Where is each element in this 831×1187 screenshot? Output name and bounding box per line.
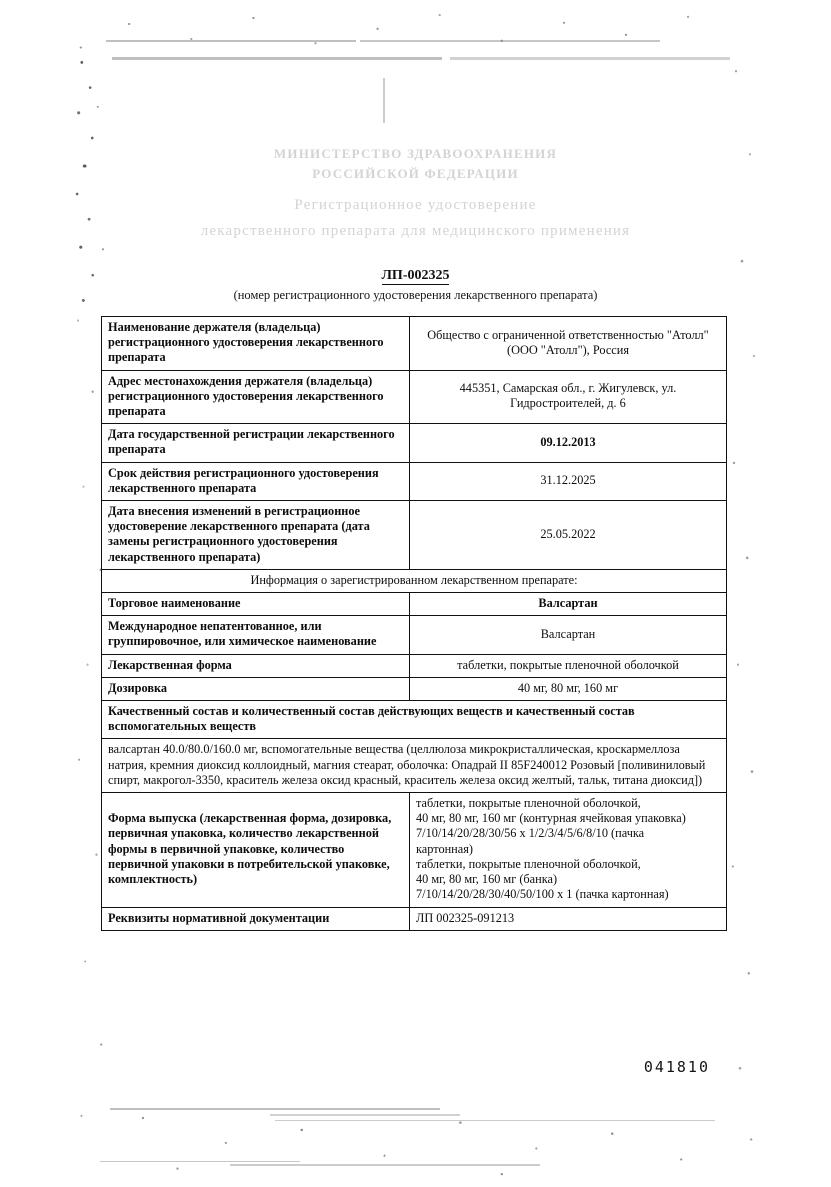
- row-value: 445351, Самарская обл., г. Жигулевск, ул. Гидростроителей, д. 6: [410, 370, 727, 424]
- registration-number-value: ЛП-002325: [381, 268, 450, 283]
- scan-streak-vertical: [383, 78, 385, 123]
- row-label: Наименование держателя (владельца) регистрационного удостоверения лекарственного препарата: [102, 317, 410, 371]
- row-value: 31.12.2025: [410, 462, 727, 500]
- row-label: Международное непатентованное, или группировочное, или химическое наименование: [102, 616, 410, 654]
- row-label: Лекарственная форма: [102, 654, 410, 677]
- certificate-title-line-1: Регистрационное удостоверение: [294, 197, 537, 213]
- scan-streak-top-a: [106, 40, 356, 42]
- table-row: [102, 593, 727, 616]
- row-value: Валсартан: [410, 593, 727, 616]
- packaging-line: 7/10/14/20/28/30/56 x 1/2/3/4/5/6/8/10 (пачка: [416, 826, 645, 841]
- ministry-heading: [0, 144, 831, 184]
- table-row: [102, 677, 727, 700]
- row-value: 25.05.2022: [410, 501, 727, 570]
- registration-details-table: [101, 316, 727, 931]
- table-row: [102, 317, 727, 371]
- composition-header-row: [102, 701, 727, 739]
- row-value: 40 мг, 80 мг, 160 мг: [410, 677, 727, 700]
- packaging-value: [410, 793, 727, 907]
- ministry-line-2: РОССИЙСКОЙ ФЕДЕРАЦИИ: [312, 166, 519, 181]
- packaging-line: таблетки, покрытые пленочной оболочкой,: [416, 796, 641, 811]
- certificate-title-line-2: лекарственного препарата для медицинского применения: [200, 223, 631, 239]
- row-label: Дата внесения изменений в регистрационное удостоверение лекарственного препарата (дата замены регистрационного удостоверения лекарственного препарата): [102, 501, 410, 570]
- packaging-row: [102, 793, 727, 907]
- row-value: Валсартан: [410, 616, 727, 654]
- scan-streak-bottom-e: [230, 1164, 540, 1166]
- ministry-line-1: МИНИСТЕРСТВО ЗДРАВООХРАНЕНИЯ: [273, 146, 558, 161]
- packaging-line: таблетки, покрытые пленочной оболочкой,: [416, 856, 641, 871]
- packaging-line: 7/10/14/20/28/30/40/50/100 x 1 (пачка картонная): [416, 887, 669, 902]
- scan-streak-bottom-d: [100, 1161, 300, 1162]
- table-row: [102, 424, 727, 462]
- table-row: [102, 907, 727, 930]
- scan-streak-bottom-a: [110, 1108, 440, 1110]
- table-section-header-row: [102, 569, 727, 592]
- row-value: таблетки, покрытые пленочной оболочкой: [410, 654, 727, 677]
- scan-streak-top-c: [112, 57, 442, 60]
- composition-body: валсартан 40.0/80.0/160.0 мг, вспомогательные вещества (целлюлоза микрокристаллическая, кроскармеллоза натрия, кремния диоксид коллоидный, магния стеарат, оболочка: Опадрай II 85F240012 Розовый [поливиниловый спирт, макрогол-3350, краситель железа оксид красный, краситель железа оксид желтый, тальк, титана диоксид]): [102, 739, 727, 793]
- scan-streak-bottom-b: [270, 1114, 460, 1116]
- row-label: Срок действия регистрационного удостоверения лекарственного препарата: [102, 462, 410, 500]
- row-label: Реквизиты нормативной документации: [102, 907, 410, 930]
- packaging-line: картонная): [416, 841, 473, 856]
- packaging-line: 40 мг, 80 мг, 160 мг (банка): [416, 872, 558, 887]
- packaging-line: 40 мг, 80 мг, 160 мг (контурная ячейковая упаковка): [416, 811, 686, 826]
- table-row: [102, 654, 727, 677]
- row-label: Торговое наименование: [102, 593, 410, 616]
- row-label: Адрес местонахождения держателя (владельца) регистрационного удостоверения лекарственного препарата: [102, 370, 410, 424]
- packaging-label: Форма выпуска (лекарственная форма, дозировка, первичная упаковка, количество лекарственной формы в первичной упаковке, количество первичной упаковки в потребительской упаковке, комплектность): [102, 793, 410, 907]
- row-value: 09.12.2013: [410, 424, 727, 462]
- composition-header: Качественный состав и количественный состав действующих веществ и качественный состав вспомогательных веществ: [102, 701, 727, 739]
- row-label: Дозировка: [102, 677, 410, 700]
- table-row: [102, 501, 727, 570]
- scan-streak-top-b: [360, 40, 660, 42]
- certificate-title: [0, 192, 831, 244]
- scan-streak-top-d: [450, 57, 730, 60]
- registration-number: [0, 268, 831, 284]
- scan-noise-top: [74, 0, 764, 60]
- registration-number-caption: (номер регистрационного удостоверения лекарственного препарата): [233, 288, 598, 302]
- table-row: [102, 370, 727, 424]
- row-value: ЛП 002325-091213: [410, 907, 727, 930]
- scan-streak-bottom-c: [275, 1120, 715, 1121]
- table-row: [102, 616, 727, 654]
- row-value: Общество с ограниченной ответственностью "Атолл" (ООО "Атолл"), Россия: [410, 317, 727, 371]
- composition-body-row: [102, 739, 727, 793]
- row-label: Дата государственной регистрации лекарственного препарата: [102, 424, 410, 462]
- table-row: [102, 462, 727, 500]
- scan-noise-bottom: [74, 1095, 764, 1187]
- section-header: Информация о зарегистрированном лекарственном препарате:: [102, 569, 727, 592]
- serial-number: 041810: [643, 1058, 710, 1076]
